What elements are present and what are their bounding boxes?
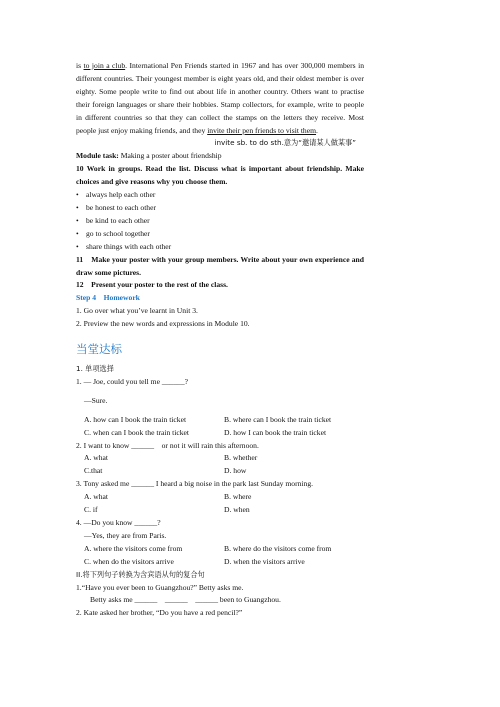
underlined-phrase: to join a club	[83, 61, 126, 70]
step4-heading: Step 4 Homework	[76, 293, 140, 303]
part2-title: II.将下列句子转换为含宾语从句的复合句	[76, 569, 205, 579]
question-3-options	[76, 491, 364, 517]
part1-title: 1. 单项选择	[76, 364, 114, 374]
list-item	[76, 228, 364, 241]
option[interactable]: D. when the visitors arrive	[224, 556, 305, 566]
module-task	[76, 150, 364, 163]
option[interactable]: B. where can I book the train ticket	[224, 414, 332, 424]
option[interactable]: D. how	[224, 466, 247, 476]
list-item	[76, 202, 364, 215]
passage-text: . International Pen Friends started in 1967 and has over 300,000 members in different countries. Their youngest member is eight years old, and their oldest member is over eighty. Some people write to find out about life in another country. Others want to practise their foreign languages or share their hobbies. Stamp collectors, for example, write to people in different countries so that they can collect the stamps on the letters they receive. Most people just enjoy making friends, and they	[76, 61, 365, 135]
underlined-phrase: invite their pen friends to visit them	[207, 125, 317, 135]
list-item-text: always help each other	[86, 190, 156, 200]
option[interactable]: A. how can I book the train ticket	[84, 414, 187, 424]
document-page	[76, 60, 364, 620]
bullet-icon: •	[76, 215, 79, 225]
exercise-10: 10 Work in groups. Read the list. Discuss what is important about friendship. Make choices and give reasons why you choose them.	[76, 164, 364, 187]
option[interactable]: D. when	[224, 505, 250, 515]
list-item	[76, 189, 364, 202]
question-3: 3. Tony asked me ______ I heard a big noise in the park last Sunday morning.	[76, 479, 314, 489]
grammar-note: invite sb. to do sth.意为“邀请某人做某事”	[214, 138, 356, 148]
homework-item: 1. Go over what you’ve learnt in Unit 3.	[76, 306, 198, 316]
question-4-reply: —Yes, they are from Paris.	[84, 530, 167, 540]
option[interactable]: B. whether	[224, 453, 258, 463]
bullet-list	[76, 189, 364, 254]
option[interactable]: B. where do the visitors come from	[224, 543, 332, 553]
list-item-text: go to school together	[86, 228, 150, 238]
section-title: 当堂达标	[76, 342, 122, 357]
part2-question-1-answer: Betty asks me ______ ______ ______ been to Guangzhou.	[90, 595, 281, 605]
option[interactable]: C. if	[84, 505, 98, 515]
option[interactable]: C.that	[84, 466, 103, 476]
question-1-reply: —Sure.	[84, 395, 108, 405]
reading-passage	[76, 60, 364, 137]
bullet-icon: •	[76, 241, 79, 251]
option[interactable]: A. where the visitors come from	[84, 543, 183, 553]
option[interactable]: D. how I can book the train ticket	[224, 427, 327, 437]
homework-item: 2. Preview the new words and expressions in Module 10.	[76, 319, 250, 329]
question-2: 2. I want to know ______ or not it will rain this afternoon.	[76, 440, 259, 450]
list-item	[76, 215, 364, 228]
list-item-text: share things with each other	[86, 241, 172, 251]
option[interactable]: A. what	[84, 492, 109, 502]
question-1-options	[76, 414, 364, 440]
list-item-text: be honest to each other	[86, 202, 157, 212]
passage-text: is	[76, 61, 84, 70]
bullet-icon: •	[76, 228, 79, 238]
option[interactable]: C. when do the visitors arrive	[84, 556, 174, 566]
option[interactable]: C. when can I book the train ticket	[84, 427, 190, 437]
exercise-12: 12 Present your poster to the rest of the class.	[76, 280, 228, 290]
part2-question-1: 1.“Have you ever been to Guangzhou?” Betty asks me.	[76, 582, 244, 592]
module-task-label: Module task:	[76, 151, 119, 161]
exercise-11: 11 Make your poster with your group members. Write about your own experience and draw some pictures.	[76, 254, 364, 277]
question-1: 1. — Joe, could you tell me ______?	[76, 376, 188, 386]
question-4-options	[76, 543, 364, 569]
list-item-text: be kind to each other	[86, 215, 150, 225]
question-2-options	[76, 452, 364, 478]
part2-question-2: 2. Kate asked her brother, “Do you have a red pencil?”	[76, 608, 243, 618]
option[interactable]: B. where	[224, 492, 252, 502]
option[interactable]: A. what	[84, 453, 109, 463]
list-item	[76, 241, 364, 254]
bullet-icon: •	[76, 190, 79, 200]
question-4: 4. —Do you know ______?	[76, 518, 161, 527]
bullet-icon: •	[76, 202, 79, 212]
passage-text: .	[316, 125, 318, 135]
module-task-text: Making a poster about friendship	[118, 151, 222, 161]
